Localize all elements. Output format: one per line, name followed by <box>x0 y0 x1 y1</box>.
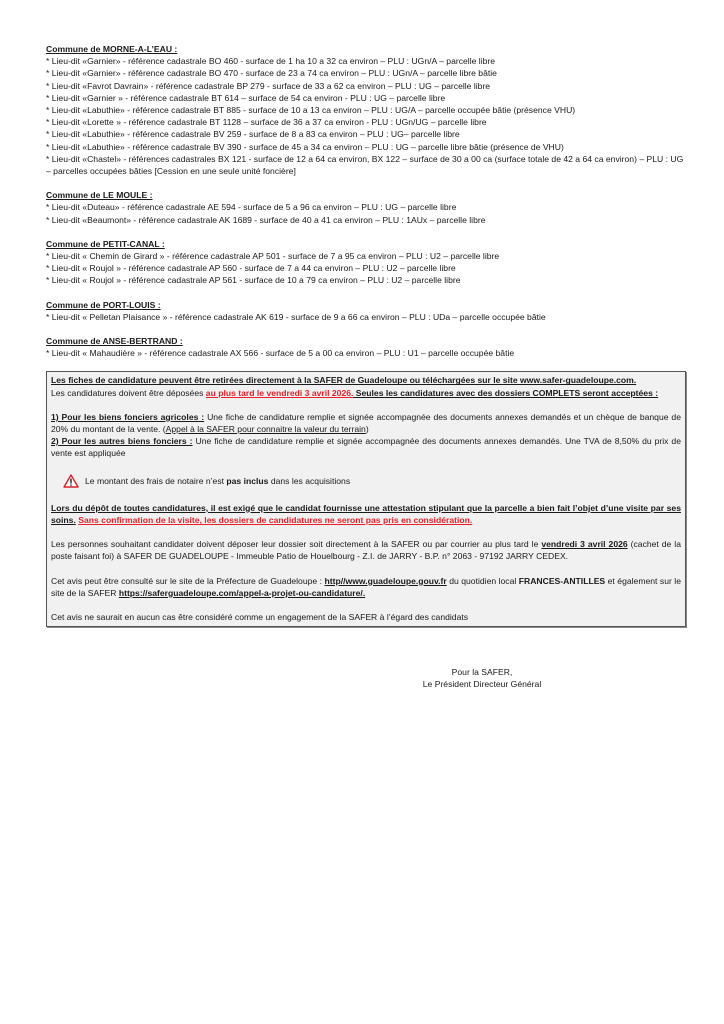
warning-bold: pas inclus <box>226 475 269 486</box>
commune-title: Commune de ANSE-BERTRAND : <box>46 336 183 347</box>
intro-text: Les fiches de candidature peuvent être retirées directement à la SAFER de Guadeloupe ou téléchargées sur le site www.safer-guadeloupe.com. <box>51 375 637 386</box>
agricultural-text: Une fiche de candidature remplie et signée accompagnée des documents annexes demandés et un chèque de banque de 20% du montant de la vente. ( <box>51 411 681 435</box>
commune-title: Commune de LE MOULE : <box>46 190 153 201</box>
deposit-prefix: Les personnes souhaitant candidater doivent déposer leur dossier soit directement à la SAFER ou par courrier au plus tard le <box>51 539 542 550</box>
parcel-item: * Lieu-dit « Pelletan Plaisance » - référence cadastrale AK 619 - surface de 9 a 66 ca environ – PLU : UDa – parcelle occupée bâtie <box>46 311 546 322</box>
parcel-item: * Lieu-dit «Garnier» - référence cadastrale BO 470 - surface de 23 a 74 ca environ – PLU : UGn/A – parcelle libre bâtie <box>46 68 497 79</box>
commune-section <box>46 299 686 323</box>
parcel-item: * Lieu-dit «Labuthie» - référence cadastrale BT 885 - surface de 10 a 13 ca environ – PLU : UG/A – parcelle occupée bâtie (présence VHU) <box>46 105 576 116</box>
deposit-date: vendredi 3 avril 2026 <box>541 539 628 550</box>
notary-fees-warning <box>51 474 681 488</box>
commune-section <box>46 238 686 287</box>
signature-line-2: Le Président Directeur Général <box>422 679 542 690</box>
parcel-item: * Lieu-dit «Labuthie» - référence cadastrale BV 259 - surface de 8 a 83 ca environ – PLU : UG– parcelle libre <box>46 129 460 140</box>
intro-paragraph <box>51 374 681 398</box>
parcel-item: * Lieu-dit «Garnier » - référence cadastrale BT 614 – surface de 54 ca environ - PLU : UG – parcelle libre <box>46 92 446 103</box>
commune-title: Commune de MORNE-A-L’EAU : <box>46 44 178 54</box>
parcel-item: * Lieu-dit « Chemin de Girard » - référence cadastrale AP 501 - surface de 7 a 95 ca environ – PLU : U2 – parcelle libre <box>46 251 500 262</box>
communes-list <box>46 43 686 359</box>
agricultural-link: Appel à la SAFER pour connaitre la valeur du terrain <box>165 424 366 435</box>
agricultural-close: ) <box>365 424 369 435</box>
consult-paragraph <box>51 575 681 599</box>
agricultural-label: 1) Pour les biens fonciers agricoles : <box>51 411 205 422</box>
parcel-item: * Lieu-dit «Lorette » - référence cadastrale BT 1128 – surface de 36 a 37 ca environ - PLU : UGn/UG – parcelle libre <box>46 117 487 128</box>
consult-mid2: et également sur le site de la SAFER <box>51 575 681 598</box>
notice-document <box>46 43 686 627</box>
agricultural-paragraph <box>51 411 681 460</box>
warning-icon <box>63 474 79 488</box>
visit-paragraph <box>51 502 681 526</box>
parcel-item: * Lieu-dit « Roujol » - référence cadastrale AP 560 - surface de 7 a 44 ca environ – PLU : U2 – parcelle libre <box>46 263 456 274</box>
parcel-item: * Lieu-dit «Favrot Davrain» - référence cadastrale BP 279 - surface de 33 a 62 ca environ – PLU : UG – parcelle libre <box>46 80 491 91</box>
warning-prefix: Le montant des frais de notaire n’est <box>85 475 227 486</box>
deadline-prefix: Les candidatures doivent être déposées <box>51 387 206 398</box>
parcel-item: * Lieu-dit « Mahaudière » - référence cadastrale AX 566 - surface de 5 a 00 ca environ – PLU : U1 – parcelle occupée bâtie <box>46 348 515 359</box>
deadline-date: au plus tard le vendredi 3 avril 2026. <box>205 387 354 398</box>
visit-requirement: Lors du dépôt de toutes candidatures, il est exigé que le candidat fournisse une attestation stipulant que la parcelle a bien fait l’objet d’une visite par ses soins. <box>51 502 681 525</box>
commune-section <box>46 43 686 177</box>
commune-section <box>46 189 686 226</box>
application-notice-box <box>46 371 686 627</box>
other-text: Une fiche de candidature remplie et signée accompagnée des documents annexes demandés. Une TVA de 8,50% du prix de vente est appliquée <box>51 436 681 459</box>
parcel-item: * Lieu-dit «Beaumont» - référence cadastrale AK 1689 - surface de 40 a 41 ca environ – PLU : 1AUx – parcelle libre <box>46 214 486 225</box>
visit-warning: Sans confirmation de la visite, les dossiers de candidatures ne seront pas pris en considération. <box>78 514 473 525</box>
parcel-item: * Lieu-dit « Roujol » - référence cadastrale AP 561 - surface de 10 a 79 ca environ – PLU : U2 – parcelle libre <box>46 275 461 286</box>
signature-line-1: Pour la SAFER, <box>451 667 513 677</box>
signature-block <box>382 666 582 691</box>
parcel-item: * Lieu-dit «Chastel» - références cadastrales BX 121 - surface de 12 a 64 ca environ, BX 122 – surface de 30 a 00 ca (surface totale de 42 a 64 ca environ) – PLU : UG – parcelles occupées bâties [Cession en une seule unité foncière] <box>46 153 684 177</box>
warning-text <box>85 475 350 487</box>
deposit-address: (cachet de la poste faisant foi) à SAFER DE GUADELOUPE - Immeuble Patio de Houelbourg - Z.I. de JARRY - B.P. n° 2063 - 97192 JARRY CEDEX. <box>51 539 682 562</box>
parcel-item: * Lieu-dit «Labuthie» - référence cadastrale BV 390 - surface de 45 a 34 ca environ – PLU : UG – parcelle libre bâtie (présence de VHU) <box>46 141 564 152</box>
deposit-paragraph <box>51 538 681 562</box>
other-label: 2) Pour les autres biens fonciers : <box>51 436 193 447</box>
safer-link[interactable]: https://saferguadeloupe.com/appel-a-projet-ou-candidature/. <box>118 587 366 598</box>
parcel-item: * Lieu-dit «Duteau» - référence cadastrale AE 594 - surface de 5 a 96 ca environ – PLU : UG – parcelle libre <box>46 202 457 213</box>
commune-section <box>46 335 686 359</box>
prefecture-link[interactable]: http//www.guadeloupe.gouv.fr <box>324 575 447 586</box>
commune-title: Commune de PETIT-CANAL : <box>46 238 165 249</box>
consult-prefix: Cet avis peut être consulté sur le site de la Préfecture de Guadeloupe : <box>51 575 325 586</box>
consult-mid: du quotidien local <box>446 575 519 586</box>
warning-suffix: dans les acquisitions <box>268 475 351 486</box>
parcel-item: * Lieu-dit «Garnier» - référence cadastrale BO 460 - surface de 1 ha 10 a 32 ca environ – PLU : UGn/A – parcelle libre <box>46 56 496 67</box>
newspaper-name: FRANCES-ANTILLES <box>518 575 606 586</box>
deadline-suffix: Seules les candidatures avec des dossiers COMPLETS seront acceptées : <box>353 387 659 398</box>
disclaimer: Cet avis ne saurait en aucun cas être considéré comme un engagement de la SAFER à l’égard des candidats <box>51 611 469 622</box>
commune-title: Commune de PORT-LOUIS : <box>46 299 161 310</box>
